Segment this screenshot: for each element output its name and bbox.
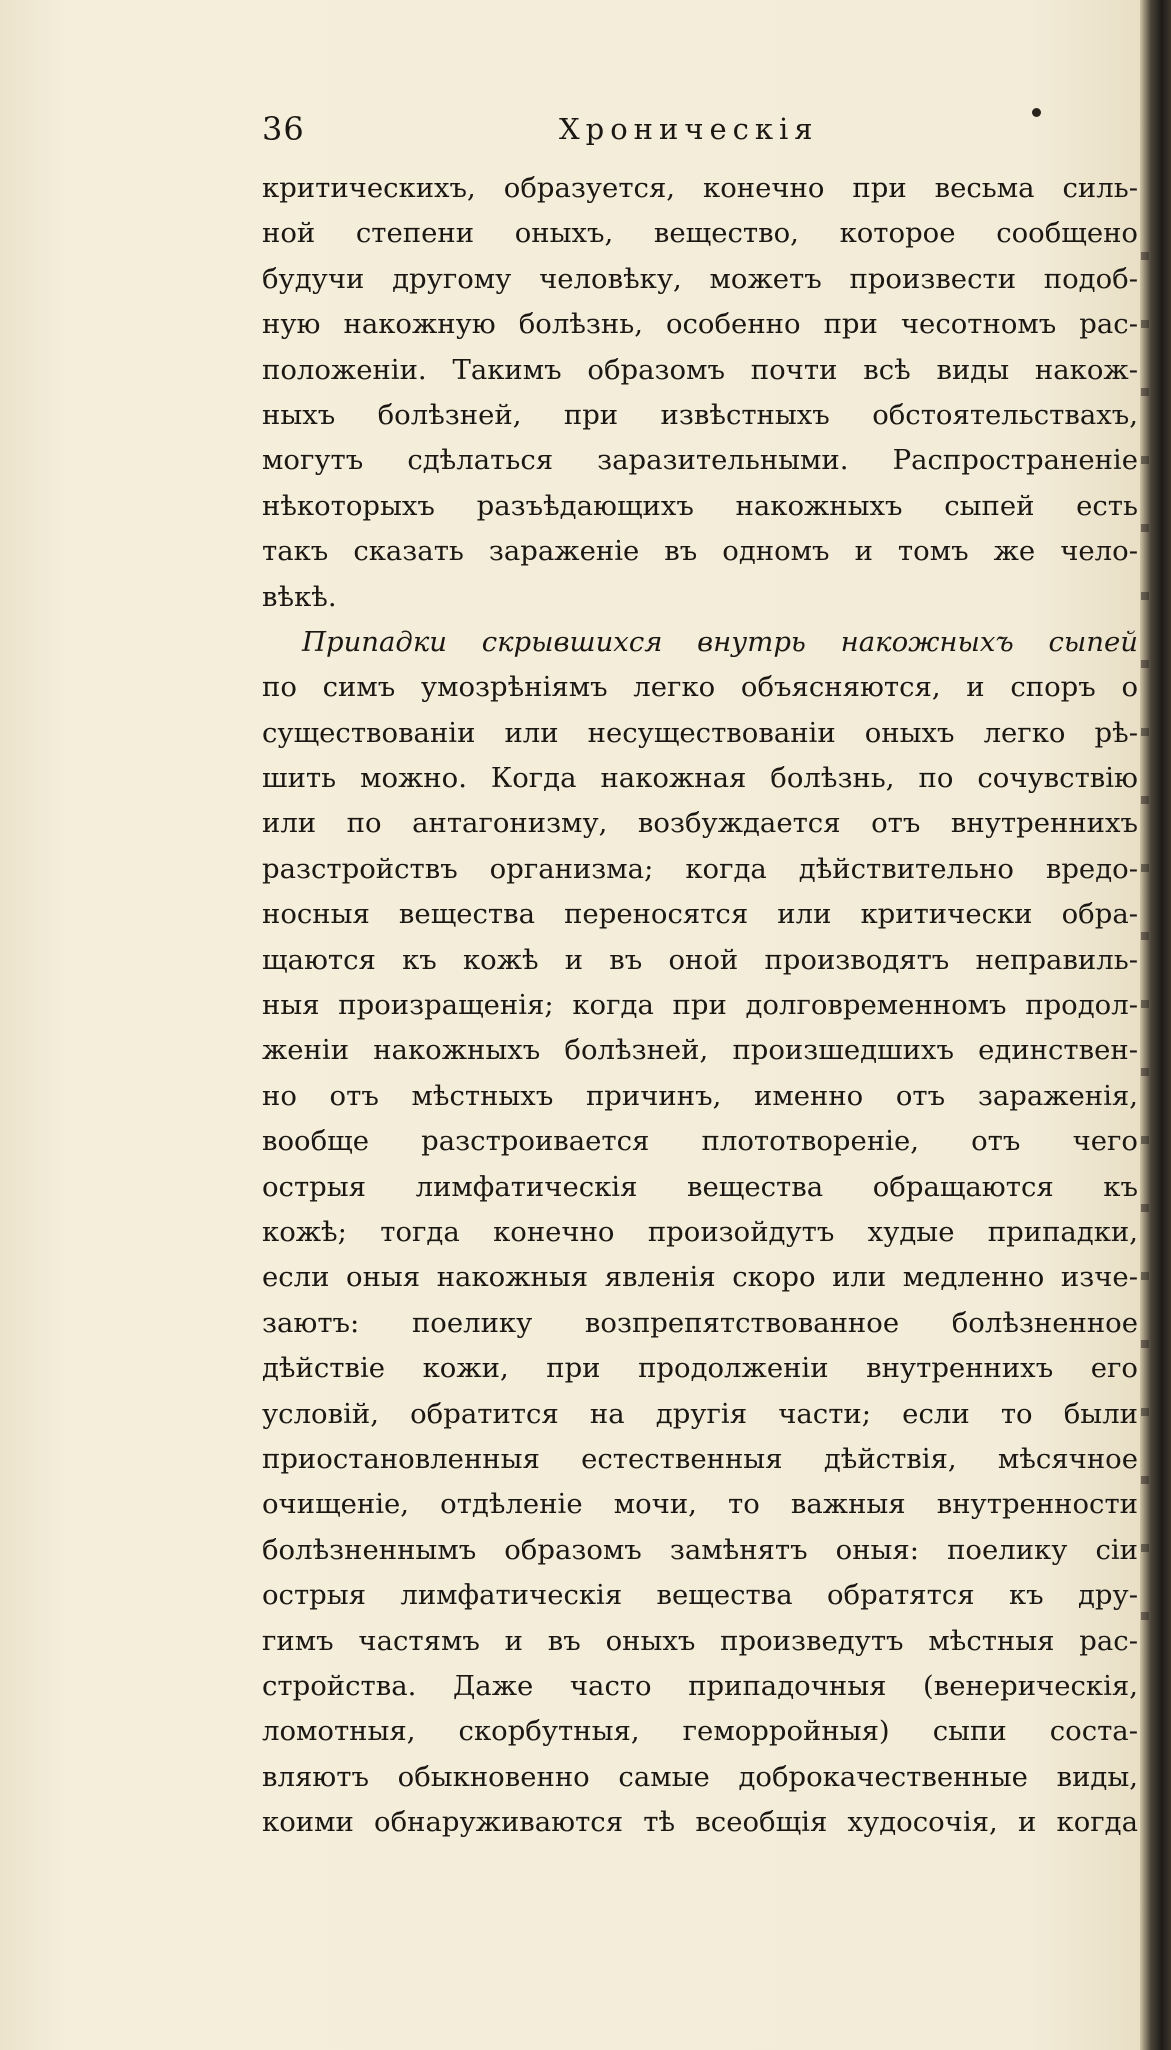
running-title: Хроническія	[559, 112, 819, 146]
text-line: приостановленныя естественныя дѣйствія, мѣсячное	[262, 1442, 1138, 1475]
text-line: или по антагонизму, возбуждается отъ внутреннихъ	[262, 807, 1138, 840]
text-line: могутъ сдѣлаться заразительными. Распространеніе	[262, 444, 1138, 477]
text-line: кожѣ; тогда конечно произойдутъ худые припадки,	[262, 1215, 1138, 1248]
text-line: существованіи или несуществованіи оныхъ легко рѣ-	[262, 716, 1138, 749]
text-line: вѣкѣ.	[262, 580, 337, 613]
text-line: ной степени оныхъ, вещество, которое сообщено	[262, 217, 1138, 250]
text-line: носныя вещества переносятся или критически обра-	[262, 898, 1138, 931]
text-line: ломотныя, скорбутныя, геморройныя) сыпи соста-	[262, 1715, 1138, 1748]
text-line: критическихъ, образуется, конечно при весьма силь-	[262, 172, 1138, 204]
paragraph-start-italic: Припадки скрывшихся внутрь накожныхъ сыпей	[302, 625, 1138, 658]
text-line: если оныя накожныя явленія скоро или медленно изче-	[262, 1261, 1138, 1294]
text-line: щаются къ кожѣ и въ оной производятъ неправиль-	[262, 943, 1138, 976]
text-line: вляютъ обыкновенно самые доброкачественные виды,	[262, 1760, 1138, 1793]
text-line: женіи накожныхъ болѣзней, произшедшихъ единствен-	[262, 1034, 1138, 1067]
body-text	[262, 166, 1138, 1845]
text-line: условій, обратится на другія части; если то были	[262, 1397, 1138, 1430]
text-line: стройства. Даже часто припадочныя (венерическія,	[262, 1669, 1138, 1702]
text-line: такъ сказать зараженіе въ одномъ и томъ же чело-	[262, 535, 1138, 568]
text-line: болѣзненнымъ образомъ замѣнятъ оныя: поелику сіи	[262, 1533, 1138, 1566]
text-line: заютъ: поелику возпрепятствованное болѣзненное	[262, 1306, 1138, 1339]
text-line: острыя лимфатическія вещества обратятся къ дру-	[262, 1579, 1138, 1612]
page-edge-marks	[1141, 220, 1149, 1670]
text-line: гимъ частямъ и въ оныхъ произведутъ мѣстныя рас-	[262, 1624, 1138, 1657]
page-number: 36	[262, 110, 305, 148]
text-line: положеніи. Такимъ образомъ почти всѣ виды накож-	[262, 353, 1138, 386]
text-line: очищеніе, отдѣленіе мочи, то важныя внутренности	[262, 1488, 1138, 1521]
text-line: но отъ мѣстныхъ причинъ, именно отъ зараженія,	[262, 1079, 1138, 1112]
text-line: ную накожную болѣзнь, особенно при чесотномъ рас-	[262, 308, 1138, 341]
text-line: по симъ умозрѣніямъ легко объясняются, и споръ о	[262, 671, 1138, 704]
text-line: будучи другому человѣку, можетъ произвести подоб-	[262, 262, 1138, 295]
text-line: нѣкоторыхъ разъѣдающихъ накожныхъ сыпей есть	[262, 489, 1138, 522]
text-line: острыя лимфатическія вещества обращаются къ	[262, 1170, 1138, 1203]
text-line: коими обнаруживаются тѣ всеобщія худосочія, и когда	[262, 1806, 1138, 1839]
text-line: ныя произращенія; когда при долговременномъ продол-	[262, 989, 1138, 1022]
ink-dot	[1032, 108, 1041, 117]
text-line: разстройствъ организма; когда дѣйствительно вредо-	[262, 852, 1138, 885]
text-line: ныхъ болѣзней, при извѣстныхъ обстоятельствахъ,	[262, 398, 1138, 431]
text-line: дѣйствіе кожи, при продолженіи внутреннихъ его	[262, 1352, 1138, 1385]
page-header	[262, 108, 1132, 158]
text-line: шить можно. Когда накожная болѣзнь, по сочувствію	[262, 762, 1138, 795]
text-line: вообще разстроивается плототвореніе, отъ чего	[262, 1125, 1138, 1158]
